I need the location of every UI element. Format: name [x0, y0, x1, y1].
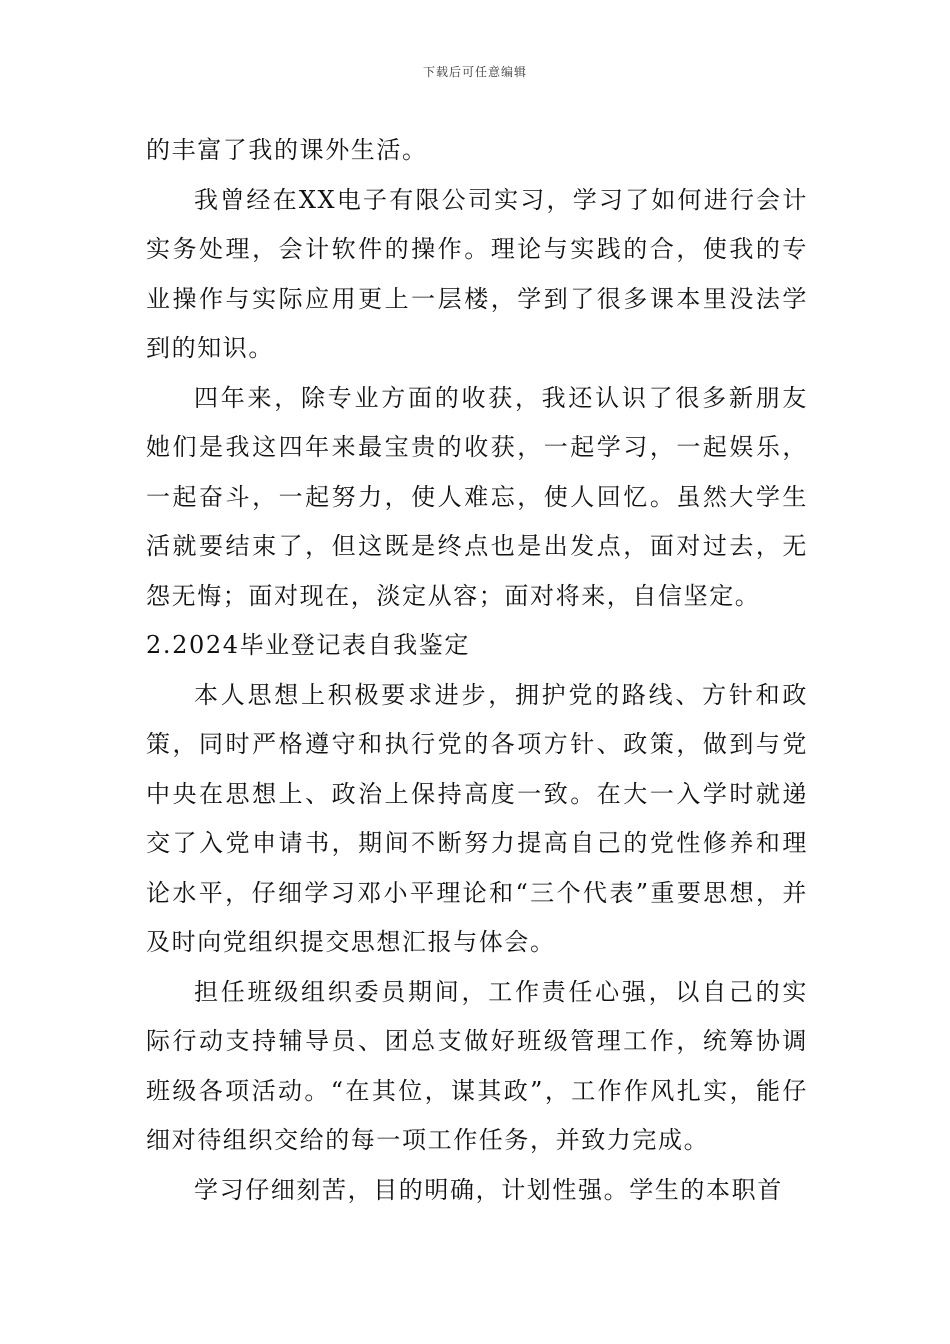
paragraph-study: 学习仔细刻苦，目的明确，计划性强。学生的本职首 — [194, 1175, 783, 1204]
section-heading: 2.2024毕业登记表自我鉴定 — [146, 631, 470, 659]
paragraph-continuation: 的丰富了我的课外生活。 — [146, 136, 428, 164]
paragraph-friends: 四年来，除专业方面的收获，我还认识了很多新朋友她们是我这四年来最宝贵的收获，一起学习，一起娱乐，一起奋斗，一起努力，使人难忘，使人回忆。虽然大学生活就要结束了，但这既是终点也是出发点，面对过去，无怨无悔；面对现在，淡定从容；面对将来，自信坚定。 — [146, 383, 808, 610]
document-body — [146, 126, 808, 1215]
paragraph-class-committee: 担任班级组织委员期间，工作责任心强，以自己的实际行动支持辅导员、团总支做好班级管理工作，统筹协调班级各项活动。“在其位，谋其政”，工作作风扎实，能仔细对待组织交给的每一项工作任务，并致力完成。 — [146, 977, 808, 1154]
page-header: 下载后可任意编辑 — [422, 65, 527, 79]
paragraph-political: 本人思想上积极要求进步，拥护党的路线、方针和政策，同时严格遵守和执行党的各项方针、政策，做到与党中央在思想上、政治上保持高度一致。在大一入学时就递交了入党申请书，期间不断努力提高自己的党性修养和理论水平，仔细学习邓小平理论和“三个代表”重要思想，并及时向党组织提交思想汇报与体会。 — [146, 680, 808, 956]
paragraph-internship: 我曾经在XX电子有限公司实习，学习了如何进行会计实务处理，会计软件的操作。理论与实践的合，使我的专业操作与实际应用更上一层楼，学到了很多课本里没法学到的知识。 — [146, 185, 808, 362]
